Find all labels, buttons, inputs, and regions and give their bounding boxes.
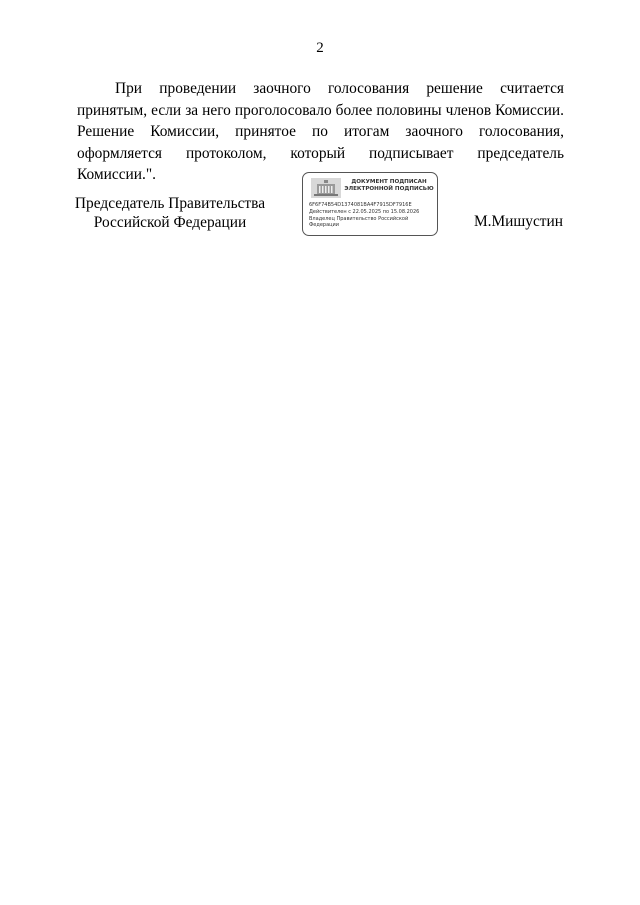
signer-title — [70, 194, 270, 232]
signer-title-line-1: Председатель Правительства — [74, 195, 266, 212]
stamp-validity: Действителен с 22.05.2025 по 15.08.2026 — [309, 209, 420, 215]
stamp-header-line-2: ЭЛЕКТРОННОЙ ПОДПИСЬЮ — [344, 186, 434, 192]
electronic-signature-stamp — [302, 172, 438, 236]
stamp-certificate: 6F6F74B54D1374081BA4F7915DF7916E — [309, 202, 412, 208]
signer-title-line-2: Российской Федерации — [93, 214, 247, 231]
stamp-header — [343, 179, 435, 193]
page-number: 2 — [316, 40, 324, 56]
government-building-icon — [311, 178, 341, 198]
body-paragraph: При проведении заочного голосования решение считается принятым, если за него проголосовало более половины членов Комиссии. Решение Комиссии, принятое по итогам заочного голосования, оформляется протоколом, который подписывает председатель Комиссии.". — [77, 80, 564, 183]
signer-name: М.Мишустин — [473, 213, 563, 230]
stamp-header-line-1: ДОКУМЕНТ ПОДПИСАН — [351, 179, 427, 185]
stamp-owner: Владелец Правительство Российской Федерации — [309, 216, 409, 228]
